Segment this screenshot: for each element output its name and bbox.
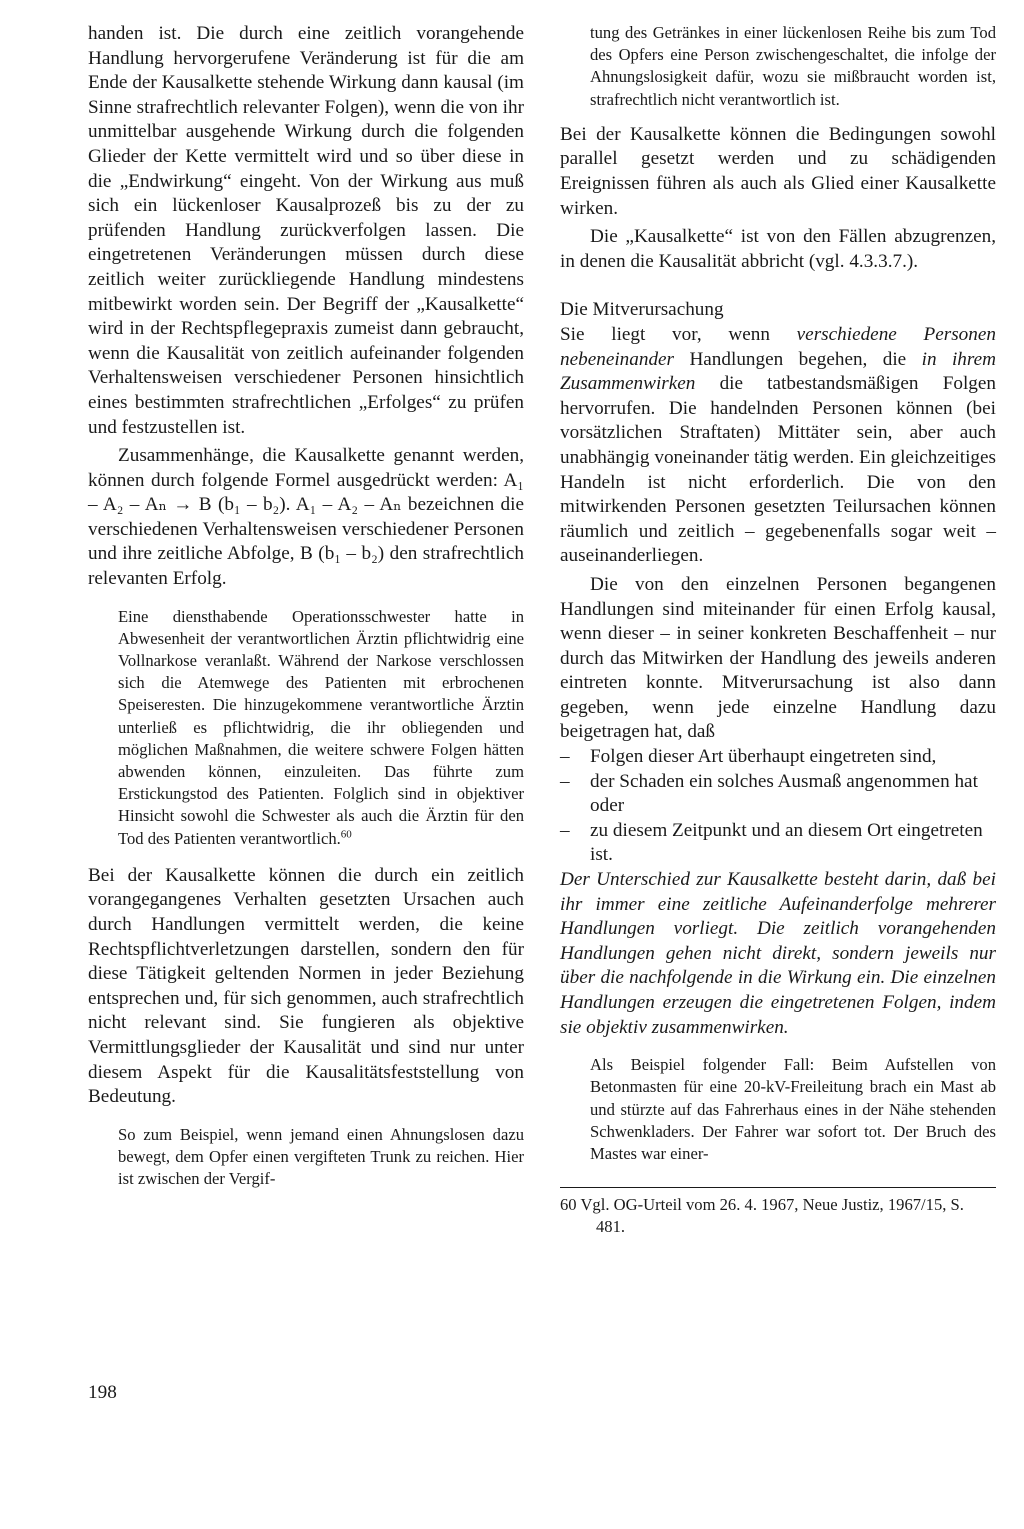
list-item-text: der Schaden ein solches Ausmaß angenommen hat oder: [590, 770, 978, 817]
paragraph-text: Zusammenhänge, die Kausalkette genannt werden, können durch folgende Formel ausgedrückt werden:: [88, 445, 524, 491]
list-item: [560, 819, 996, 868]
dash-bullet: –: [560, 770, 570, 792]
left-column: [88, 22, 524, 1190]
formula: A₁ – A₂ – Aₙ: [295, 494, 402, 516]
dash-bullet: –: [560, 746, 570, 768]
dash-bullet: –: [560, 819, 570, 841]
example-case: [88, 606, 524, 850]
example-case: So zum Beispiel, wenn jemand einen Ahnungslosen dazu bewegt, dem Opfer einen vergifteten Trunk zu reichen. Hier ist zwischen der Vergif-: [118, 1124, 524, 1189]
body-paragraph: handen ist. Die durch eine zeitlich vorangehende Handlung hervorgerufene Veränderung ist für die am Ende der Kausalkette stehende Wirkung dann kausal (im Sinne strafrechtlich relevanter Folgen), wenn die von ihr unmittelbar ausgehende Wirkung durch die folgenden Glieder der Kette vermittelt wird und so über diese in die „Endwirkung“ eingeht. Von der Wirkung aus muß sich ein lückenloser Kausalprozeß bis zu der zu prüfenden Handlung zurückverfolgen lassen. Die eingetretenen Veränderungen müssen durch diese zeitlich weiter zurückliegende Handlung mindestens mitbewirkt worden sein. Der Begriff der „Kausalkette“ wird in der Rechtspflegepraxis zumeist dann gebraucht, wenn die Kausalität von zeitlich aufeinander folgenden Verhaltensweisen verschiedener Personen hinsichtlich eines bestimmten strafrechtlichen „Erfolges“ zu prüfen und festzustellen ist.: [88, 23, 524, 438]
formula: A₁ – A₂ – Aₙ → B (b₁ – b₂).: [88, 469, 524, 516]
example-case: tung des Getränkes in einer lückenlosen Reihe bis zum Tod des Opfers eine Person zwischengeschaltet, die infolge der Ahnungslosigkeit dafür, wozu sie mißbraucht worden ist, strafrechtlich nicht verantwortlich ist.: [590, 23, 996, 109]
example-text: Eine diensthabende Operationsschwester hatte in Abwesenheit der verantwortlichen Ärztin pflichtwidrig eine Vollnarkose veranlaßt. Während der Narkose verschlossen sich die Atemwege des Patienten mit erbrochenen Speiseresten. Die hinzugekommene verantwortliche Ärztin unterließ es pflichtwidrig, die ihr obliegenden und möglichen Maßnahmen, die weitere schwere Folgen hätten abwenden können, einzuleiten. Das führte zum Erstickungstod des Patienten. Folglich sind in objektiver Hinsicht sowohl die Schwester als auch die Ärztin für den Tod des Patienten verantwortlich.: [118, 606, 524, 848]
right-column: [560, 22, 996, 1239]
body-paragraph: Die von den einzelnen Personen begangenen Handlungen sind miteinander für einen Erfolg kausal, wenn dieser – in seiner konkreten Beschaffenheit – nur durch das Mitwirken der Handlung des jeweils anderen eintreten konnte. Mitverursachung ist also dann gegeben, wenn jede einzelne Handlung dazu beigetragen hat, daß: [560, 573, 996, 743]
list-item: [560, 770, 996, 819]
condition-list: [560, 745, 996, 868]
footnote: 60 Vgl. OG-Urteil vom 26. 4. 1967, Neue Justiz, 1967/15, S. 481.: [560, 1195, 964, 1237]
emphasis-paragraph: Der Unterschied zur Kausalkette besteht darin, daß bei ihr immer eine zeitliche Aufeinanderfolge mehrerer Handlungen vorliegt. Die zeitlich vorangehenden Handlungen gehen nicht direkt, sondern jeweils nur über die nachfolgende in die Wirkung ein. Die einzelnen Handlungen erzeugen die eingetretenen Folgen, indem sie objektiv zusammenwirken.: [560, 869, 996, 1038]
paragraph-text: Sie liegt vor, wenn: [560, 323, 770, 345]
footnote-marker: 60: [340, 828, 352, 841]
list-item-text: Folgen dieser Art überhaupt eingetreten sind,: [590, 746, 937, 768]
list-item: [560, 745, 996, 770]
paragraph-text: bezeichnen die verschiedenen Verhaltensweisen verschiedener Personen und ihre zeitliche Abfolge,: [88, 494, 524, 565]
body-paragraph: [88, 444, 524, 592]
body-paragraph: [560, 323, 996, 569]
paragraph-text: die tatbestandsmäßigen Folgen hervorrufen. Die handelnden Personen können (bei vorsätzlichen Straftaten) Mittäter sein, aber auch unabhängig voneinander tätig werden. Ein gleichzeitiges Handeln ist nicht erforderlich. Die von den mitwirkenden Personen gesetzten Teilursachen können räumlich und zeitlich – gegebenenfalls sogar weit – auseinanderliegen.: [560, 373, 996, 567]
paragraph-text: Handlungen begehen, die: [689, 348, 907, 370]
emphasis-text: verschiedene Personen nebeneinander: [560, 323, 996, 370]
body-paragraph: Die „Kausalkette“ ist von den Fällen abzugrenzen, in denen die Kausalität abbricht (vgl. 4.3.3.7.).: [560, 226, 996, 272]
emphasis-text: in ihrem Zusammenwirken: [560, 348, 996, 395]
example-case: Als Beispiel folgender Fall: Beim Aufstellen von Betonmasten für eine 20-kV-Freileitung brach ein Mast ab und stürzte auf das Fahrerhaus eines in der Nähe stehenden Schwenkladers. Der Fahrer war sofort tot. Der Bruch des Mastes war einer-: [590, 1055, 996, 1163]
body-paragraph: Bei der Kausalkette können die Bedingungen sowohl parallel gesetzt werden und zu schädigenden Ereignissen führen als auch als Glied einer Kausalkette wirken.: [560, 123, 996, 219]
footnote-rule: [560, 1187, 996, 1188]
list-item-text: zu diesem Zeitpunkt und an diesem Ort eingetreten ist.: [590, 819, 983, 866]
page-number: 198: [88, 1382, 117, 1403]
section-heading: Die Mitverursachung: [560, 299, 724, 321]
formula: B (b₁ – b₂): [300, 543, 385, 565]
body-paragraph: Bei der Kausalkette können die durch ein zeitlich vorangegangenes Verhalten gesetzten Ursachen auch durch Handlungen vermittelt werden, die keine Rechtspflichtverletzungen darstellen, sondern den für diese Tätigkeit geltenden Normen in jeder Beziehung entsprechen und, für sich genommen, auch strafrechtlich nicht relevant sind. Sie fungieren als objektive Vermittlungsglieder der Kausalität und sind nur unter diesem Aspekt für die Kausalitätsfeststellung von Bedeutung.: [88, 864, 524, 1108]
paragraph-text: den strafrechtlich relevanten Erfolg.: [88, 543, 524, 590]
